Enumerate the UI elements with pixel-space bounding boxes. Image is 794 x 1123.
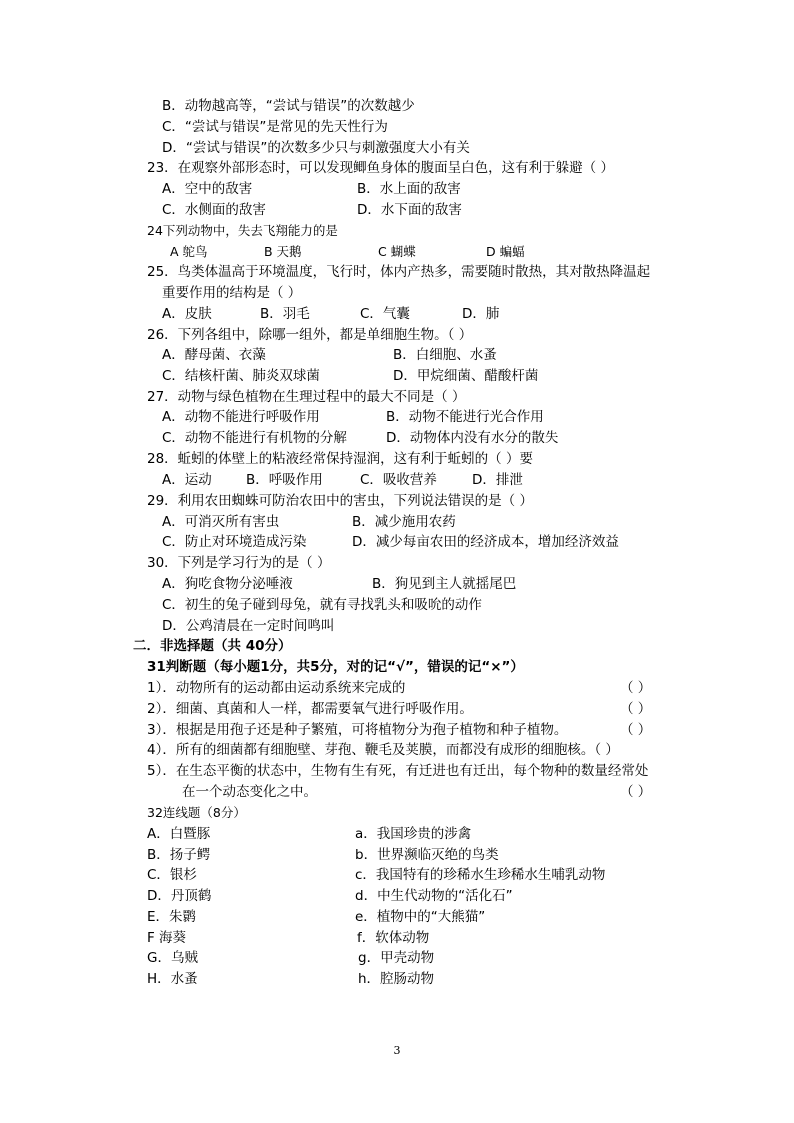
- q27-option-c: C．动物不能进行有机物的分解: [162, 430, 347, 446]
- section-2-heading: 二．非选择题（共 40分）: [133, 638, 292, 654]
- q32-left-item-b: B．扬子鳄: [147, 847, 211, 863]
- q32-left-item-e: E．朱鹮: [147, 909, 197, 925]
- q32-left-item-d: D．丹顶鹤: [147, 888, 212, 904]
- q28-option-b: B．呼吸作用: [246, 472, 323, 488]
- q25-stem-line2: 重要作用的结构是（ ）: [162, 285, 302, 301]
- q29-option-a: A．可消灭所有害虫: [162, 514, 280, 530]
- q31-item-1: 1）．动物所有的运动都由运动系统来完成的: [147, 680, 406, 696]
- q31-title: 31判断题（每小题1分，共5分，对的记“√”，错误的记“×”）: [147, 659, 524, 675]
- q22-option-c: C．“尝试与错误”是常见的先天性行为: [162, 119, 388, 135]
- q23-option-d: D．水下面的敌害: [357, 202, 462, 218]
- q32-title: 32连线题（8分）: [147, 805, 246, 820]
- q31-item-5-continued: 在一个动态变化之中。: [182, 784, 317, 800]
- q22-option-d: D．“尝试与错误”的次数多少只与刺激强度大小有关: [162, 140, 470, 156]
- q30-option-d: D．公鸡清晨在一定时间鸣叫: [162, 618, 335, 634]
- q27-option-b: B．动物不能进行光合作用: [386, 409, 544, 425]
- q23-stem: 23．在观察外部形态时，可以发现鲫鱼身体的腹面呈白色，这有利于躲避（ ）: [147, 160, 614, 176]
- q29-option-b: B．减少施用农药: [352, 514, 456, 530]
- q32-left-item-c: C．银杉: [147, 867, 197, 883]
- q29-option-d: D．减少每亩农田的经济成本，增加经济效益: [352, 534, 619, 550]
- q30-option-b: B．狗见到主人就摇尾巴: [372, 576, 517, 592]
- q27-stem: 27．动物与绿色植物在生理过程中的最大不同是（ ）: [147, 389, 466, 405]
- q31-item-3: 3）．根据是用孢子还是种子繁殖，可将植物分为孢子植物和种子植物。: [147, 722, 568, 738]
- q32-right-item-c: c．我国特有的珍稀水生珍稀水生哺乳动物: [355, 867, 606, 883]
- q29-option-c: C．防止对环境造成污染: [162, 534, 307, 550]
- q31-item-2-answer-blank: （ ）: [620, 701, 652, 717]
- q27-option-d: D．动物体内没有水分的散失: [386, 430, 559, 446]
- q32-left-item-f: F 海葵: [147, 930, 187, 946]
- q32-right-item-f: f．软体动物: [357, 930, 430, 946]
- q26-stem: 26．下列各组中，除哪一组外，都是单细胞生物。（ ）: [147, 327, 473, 343]
- q25-option-c: C．气囊: [360, 306, 410, 322]
- q32-right-item-e: e．植物中的“大熊猫”: [355, 909, 486, 925]
- q23-option-b: B．水上面的敌害: [357, 181, 461, 197]
- q31-item-4: 4）．所有的细菌都有细胞壁、芽孢、鞭毛及荚膜，而都没有成形的细胞核。（ ）: [147, 742, 619, 758]
- q31-item-3-answer-blank: （ ）: [620, 722, 652, 738]
- q28-option-c: C．吸收营养: [360, 472, 437, 488]
- q26-option-b: B．白细胞、水蚤: [393, 347, 497, 363]
- q24-option-b: B 天鹅: [264, 244, 302, 259]
- q24-option-d: D 蝙蝠: [486, 244, 525, 259]
- q26-option-c: C．结核杆菌、肺炎双球菌: [162, 368, 320, 384]
- q28-stem: 28．蚯蚓的体壁上的粘液经常保持湿润，这有利于蚯蚓的（ ）要: [147, 451, 533, 467]
- q27-option-a: A．动物不能进行呼吸作用: [162, 409, 320, 425]
- q30-option-c: C．初生的兔子碰到母兔，就有寻找乳头和吸吮的动作: [162, 597, 482, 613]
- q29-stem: 29．利用农田蜘蛛可防治农田中的害虫，下列说法错误的是（ ）: [147, 493, 533, 509]
- q32-left-item-h: H．水蚤: [147, 971, 198, 987]
- q25-option-b: B．羽毛: [260, 306, 310, 322]
- q28-option-a: A．运动: [162, 472, 212, 488]
- q25-option-d: D．肺: [462, 306, 500, 322]
- q32-right-item-h: h．腔肠动物: [358, 971, 435, 987]
- q32-right-item-g: g．甲壳动物: [358, 950, 435, 966]
- q24-stem: 24下列动物中，失去飞翔能力的是: [147, 223, 338, 238]
- q32-left-item-g: G．乌贼: [147, 950, 198, 966]
- q24-option-c: C 蝴蝶: [378, 244, 416, 259]
- q32-right-item-b: b．世界濒临灭绝的鸟类: [355, 847, 499, 863]
- q31-item-5: 5）．在生态平衡的状态中，生物有生有死，有迁进也有迁出，每个物种的数量经常处: [147, 763, 649, 779]
- q28-option-d: D．排泄: [472, 472, 523, 488]
- q25-option-a: A．皮肤: [162, 306, 212, 322]
- q22-option-b: B．动物越高等，“尝试与错误”的次数越少: [162, 98, 415, 114]
- q25-stem-line1: 25．鸟类体温高于环境温度，飞行时，体内产热多，需要随时散热，其对散热降温起: [147, 264, 651, 280]
- q31-item-1-answer-blank: （ ）: [620, 680, 652, 696]
- q31-item-2: 2）．细菌、真菌和人一样，都需要氧气进行呼吸作用。: [147, 701, 473, 717]
- q26-option-d: D．甲烷细菌、醋酸杆菌: [393, 368, 539, 384]
- q23-option-a: A．空中的敌害: [162, 181, 253, 197]
- q32-right-item-d: d．中生代动物的“活化石”: [355, 888, 513, 904]
- q23-option-c: C．水侧面的敌害: [162, 202, 266, 218]
- q24-option-a: A 鸵鸟: [170, 244, 208, 259]
- q30-stem: 30．下列是学习行为的是（ ）: [147, 555, 331, 571]
- q26-option-a: A．酵母菌、衣藻: [162, 347, 266, 363]
- q30-option-a: A．狗吃食物分泌唾液: [162, 576, 293, 592]
- q32-right-item-a: a．我国珍贵的涉禽: [355, 826, 472, 842]
- q31-item-5-answer-blank: （ ）: [620, 784, 652, 800]
- page-number: 3: [393, 1044, 401, 1057]
- q32-left-item-a: A．白暨豚: [147, 826, 211, 842]
